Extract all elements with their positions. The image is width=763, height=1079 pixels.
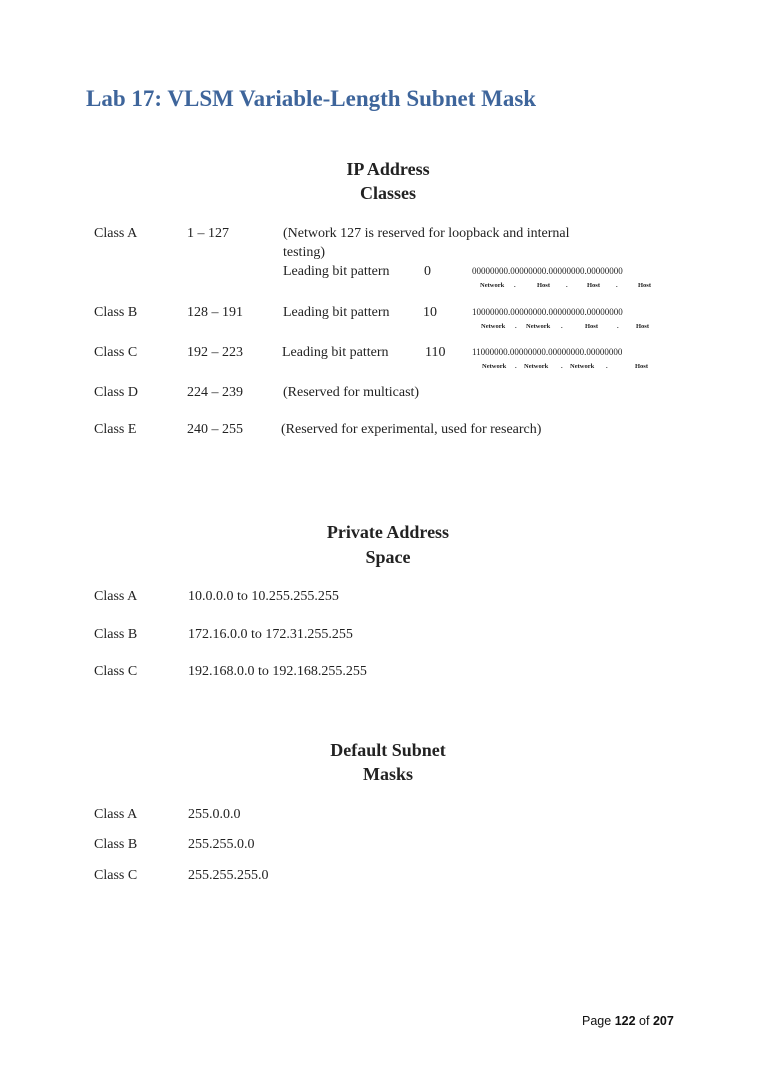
- range-from: 10.0.0.0: [188, 589, 234, 604]
- default-masks-heading-line1: Default Subnet: [330, 740, 446, 760]
- class-b-name: Class B: [94, 305, 138, 320]
- page-footer: [582, 1014, 674, 1028]
- class-c-bits: 11000000.00000000.00000000.00000000: [472, 347, 623, 357]
- class-c-label-network: Network: [570, 363, 595, 370]
- class-a-label-dot: .: [616, 282, 618, 289]
- footer-page-word: Page: [582, 1014, 612, 1028]
- class-a-label-host: Host: [638, 282, 651, 289]
- class-a-bits: 00000000.00000000.00000000.00000000: [472, 266, 623, 276]
- mask-class-a-name: Class A: [94, 807, 138, 822]
- class-c-label-dot: .: [606, 363, 608, 370]
- private-class-c-range: [188, 664, 367, 680]
- class-d-note: (Reserved for multicast): [283, 385, 420, 400]
- class-a-note-line2: testing): [283, 245, 325, 260]
- range-to-word: to: [251, 627, 262, 642]
- mask-class-b-name: Class B: [94, 837, 138, 852]
- page-title: Lab 17: VLSM Variable-Length Subnet Mask: [86, 86, 537, 111]
- class-b-pattern-label: Leading bit pattern: [283, 305, 390, 320]
- range-to: 172.31.255.255: [265, 627, 353, 642]
- class-b-range: 128 – 191: [187, 305, 243, 320]
- private-class-b-range: [188, 627, 353, 643]
- ip-classes-heading-line1: IP Address: [346, 159, 430, 179]
- class-b-label-host: Host: [636, 323, 649, 330]
- class-b-label-dot: .: [617, 323, 619, 330]
- class-e-range: 240 – 255: [187, 422, 243, 437]
- class-d-name: Class D: [94, 385, 138, 400]
- class-b-bits: 10000000.00000000.00000000.00000000: [472, 307, 623, 317]
- class-a-note-line1: (Network 127 is reserved for loopback and internal: [283, 226, 570, 241]
- class-a-label-dot: .: [514, 282, 516, 289]
- mask-class-a-value: 255.0.0.0: [188, 807, 241, 822]
- class-b-pattern: 10: [423, 305, 437, 320]
- class-a-name: Class A: [94, 226, 138, 241]
- class-b-label-dot: .: [515, 323, 517, 330]
- class-a-pattern-label: Leading bit pattern: [283, 264, 390, 279]
- private-space-heading-line2: Space: [365, 547, 411, 567]
- class-c-label-network: Network: [482, 363, 507, 370]
- class-a-label-network: Network: [480, 282, 505, 289]
- range-to-word: to: [258, 664, 269, 679]
- class-a-label-host: Host: [587, 282, 600, 289]
- private-class-a-name: Class A: [94, 589, 138, 604]
- footer-total-pages: 207: [652, 1014, 674, 1028]
- class-d-range: 224 – 239: [187, 385, 243, 400]
- class-c-label-dot: .: [561, 363, 563, 370]
- class-c-label-host: Host: [635, 363, 648, 370]
- range-to-word: to: [237, 589, 248, 604]
- private-class-b-name: Class B: [94, 627, 138, 642]
- private-class-a-range: [188, 589, 339, 605]
- class-b-label-host: Host: [585, 323, 598, 330]
- class-c-label-dot: .: [515, 363, 517, 370]
- range-to: 192.168.255.255: [272, 664, 367, 679]
- class-e-note: (Reserved for experimental, used for research): [281, 422, 542, 437]
- range-from: 172.16.0.0: [188, 627, 248, 642]
- mask-class-c-name: Class C: [94, 868, 138, 883]
- mask-class-c-value: 255.255.255.0: [188, 868, 269, 883]
- class-a-label-dot: .: [566, 282, 568, 289]
- class-c-name: Class C: [94, 345, 138, 360]
- class-a-label-host: Host: [537, 282, 550, 289]
- class-e-name: Class E: [94, 422, 137, 437]
- footer-page-number: 122: [614, 1014, 636, 1028]
- class-c-range: 192 – 223: [187, 345, 243, 360]
- class-a-pattern: 0: [424, 264, 431, 279]
- class-c-pattern-label: Leading bit pattern: [282, 345, 389, 360]
- class-c-pattern: 110: [425, 345, 446, 360]
- class-b-label-network: Network: [481, 323, 506, 330]
- range-from: 192.168.0.0: [188, 664, 255, 679]
- class-c-label-network: Network: [524, 363, 549, 370]
- ip-classes-heading-line2: Classes: [359, 183, 416, 203]
- class-b-label-network: Network: [526, 323, 551, 330]
- default-masks-heading-line2: Masks: [362, 764, 413, 784]
- class-b-label-dot: .: [561, 323, 563, 330]
- mask-class-b-value: 255.255.0.0: [188, 837, 255, 852]
- class-a-range: 1 – 127: [187, 226, 229, 241]
- range-to: 10.255.255.255: [251, 589, 339, 604]
- private-class-c-name: Class C: [94, 664, 138, 679]
- footer-of-word: of: [639, 1014, 650, 1028]
- private-space-heading-line1: Private Address: [326, 522, 450, 542]
